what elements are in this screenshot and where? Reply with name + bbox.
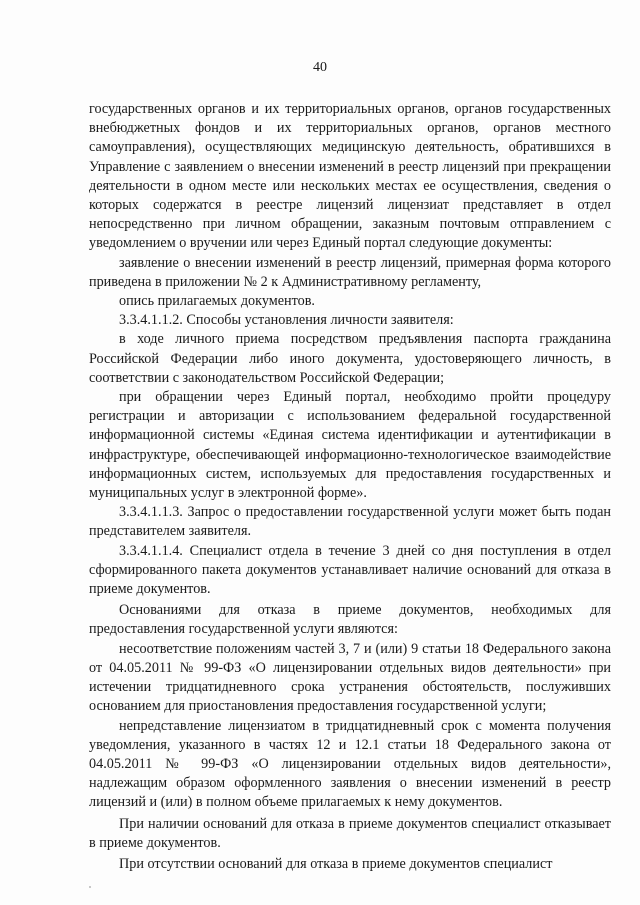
paragraph-no-grounds: При отсутствии оснований для отказа в приеме документов специалист bbox=[119, 855, 553, 872]
paragraph-ground-nonsubmission: непредставление лицензиатом в тридцатидневный срок с момента получения уведомления, указанного в частях 12 и 12.1 статьи 18 Федерального закона от 04.05.2011 № 99-ФЗ «О лицензировании отдельных видов деятельности», надлежащим образом оформленного заявления о внесении изменений в реестр лицензий и (или) в полном объеме прилагаемых к нему документов. bbox=[89, 717, 611, 811]
page-number: 40 bbox=[313, 60, 327, 75]
paragraph-continuation: государственных органов и их территориальных органов, органов государственных внебюджетных фондов и их территориальных органов, органов местного самоуправления), осуществляющих медицинскую деятельность, обратившихся в Управление с заявлением о внесении изменений в реестр лицензий при прекращении деятельности в одном месте или нескольких местах ее осуществления, сведения о которых содержатся в реестре лицензий лицензиат представляет в отдел непосредственно при личном обращении, заказным почтовым отправлением с уведомлением о вручении или через Единый портал следующие документы: bbox=[89, 101, 611, 252]
paragraph-section-3-3-4-1-1-4: 3.3.4.1.1.4. Специалист отдела в течение 3 дней со дня поступления в отдел сформированного пакета документов устанавливает наличие оснований для отказа в приеме документов. bbox=[89, 542, 611, 598]
paragraph-refusal-grounds: Основаниями для отказа в приеме документов, необходимых для предоставления государственной услуги являются: bbox=[89, 602, 611, 638]
document-body bbox=[89, 100, 611, 874]
paragraph-section-3-3-4-1-1-2: 3.3.4.1.1.2. Способы установления личности заявителя: bbox=[119, 312, 454, 329]
scan-mark bbox=[89, 886, 91, 888]
paragraph-section-3-3-4-1-1-3: 3.3.4.1.1.3. Запрос о предоставлении государственной услуги может быть подан представителем заявителя. bbox=[89, 504, 611, 540]
paragraph-ground-nonconformity: несоответствие положениям частей 3, 7 и (или) 9 статьи 18 Федерального закона от 04.05.2011 № 99-ФЗ «О лицензировании отдельных видов деятельности» при истечении тридцатидневного срока устранения обстоятельств, послуживших основанием для приостановления предоставления государственной услуги; bbox=[89, 640, 611, 715]
paragraph-unified-portal: при обращении через Единый портал, необходимо пройти процедуру регистрации и авторизации с использованием федеральной государственной информационной системы «Единая система идентификации и аутентификации в инфраструктуре, обеспечивающей информационно-технологическое взаимодействие информационных систем, используемых для предоставления государственных и муниципальных услуг в электронной форме». bbox=[89, 389, 611, 502]
paragraph-application-item: заявление о внесении изменений в реестр лицензий, примерная форма которого приведена в приложении № 2 к Административному регламенту, bbox=[89, 254, 611, 290]
paragraph-personal-reception: в ходе личного приема посредством предъявления паспорта гражданина Российской Федерации либо иного документа, удостоверяющего личность, в соответствии с законодательством Российской Федерации; bbox=[89, 331, 611, 386]
paragraph-refusal-action: При наличии оснований для отказа в приеме документов специалист отказывает в приеме документов. bbox=[89, 815, 611, 851]
paragraph-inventory-item: опись прилагаемых документов. bbox=[119, 293, 315, 310]
